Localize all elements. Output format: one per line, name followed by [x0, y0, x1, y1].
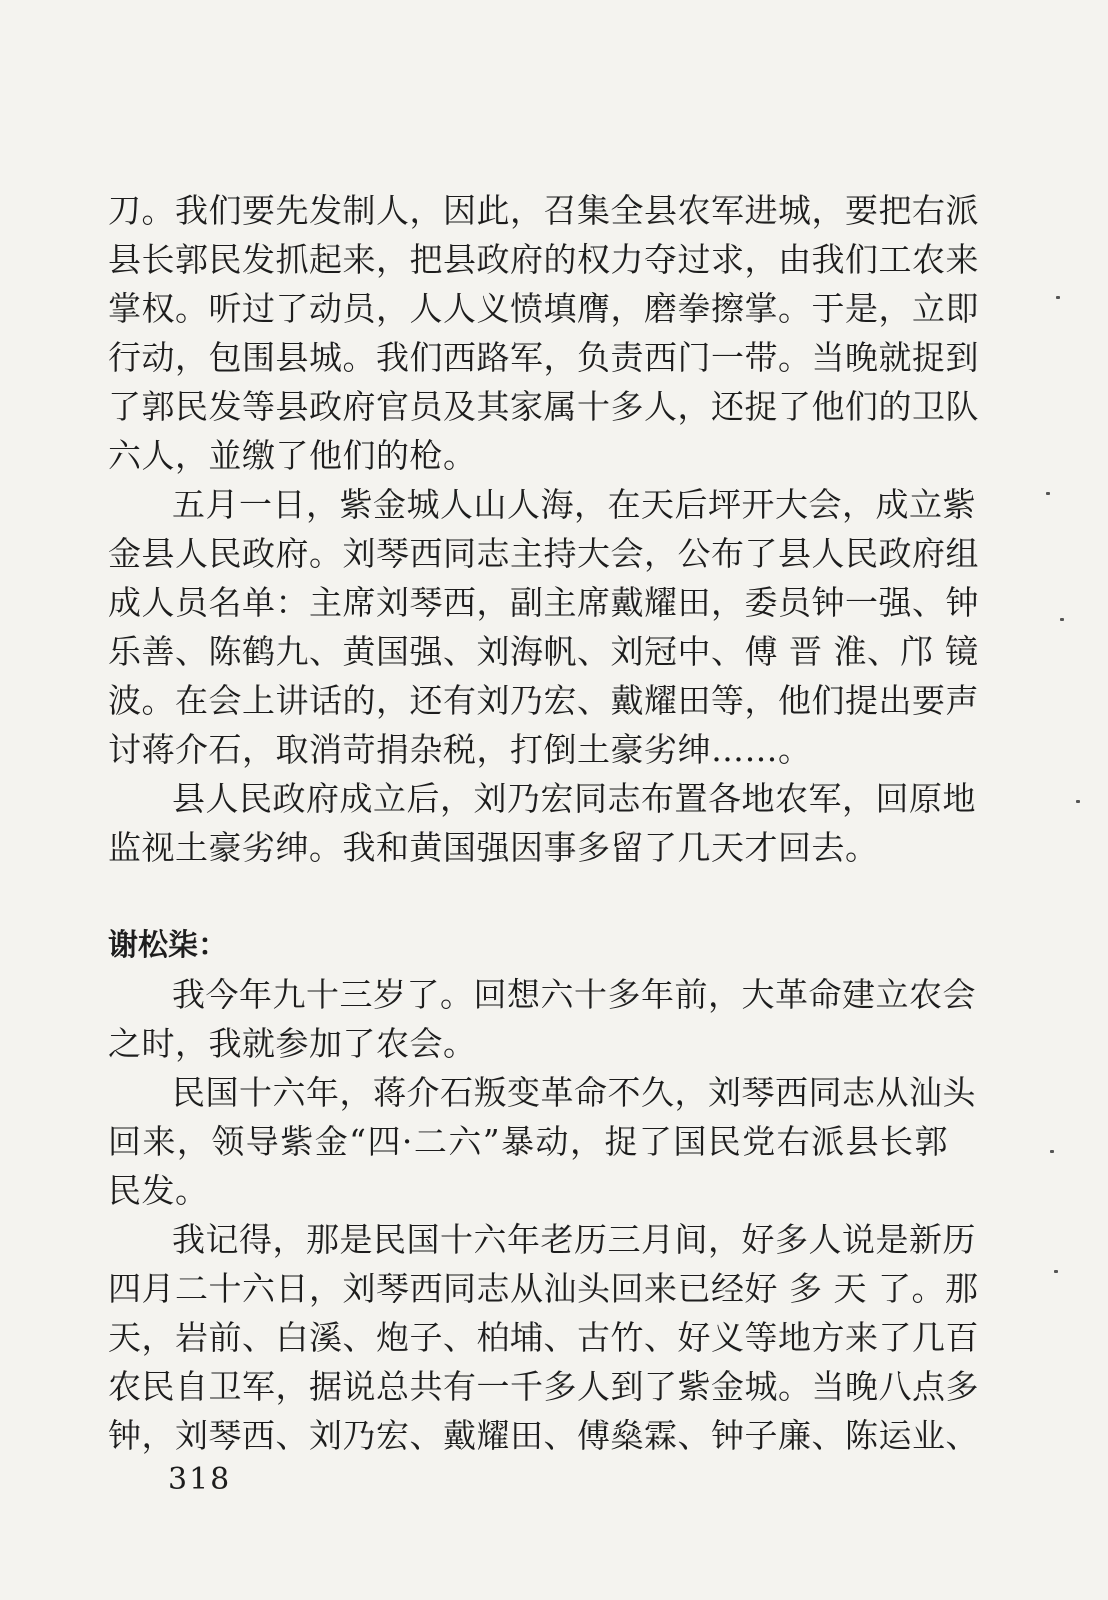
- paragraph-age: [108, 970, 976, 1068]
- text-line: 县人民政府成立后，刘乃宏同志布置各地农军，回原地: [172, 779, 976, 818]
- text-line: 钟，刘琴西、刘乃宏、戴耀田、傅燊霖、钟子廉、陈运业、: [108, 1416, 979, 1455]
- text-line: 之时，我就参加了农会。: [108, 1024, 477, 1063]
- text-line: 五月一日，紫金城人山人海，在天后坪开大会，成立紫: [172, 485, 976, 524]
- text-line: 农民自卫军，据说总共有一千多人到了紫金城。当晚八点多: [108, 1367, 979, 1406]
- paragraph-may-first: [108, 480, 979, 774]
- text-line: 波。在会上讲话的，还有刘乃宏、戴耀田等，他们提出要声: [108, 681, 979, 720]
- paragraph-continued: [108, 186, 979, 480]
- scan-speck: [1060, 618, 1064, 621]
- text-line: 乐善、陈鹤九、黄国强、刘海帆、刘冠中、傅 晋 淮、邝 镜: [108, 632, 979, 671]
- text-line: 刀。我们要先发制人，因此，召集全县农军进城，要把右派: [108, 191, 979, 230]
- page-body: [108, 186, 979, 1460]
- scan-speck: [1076, 800, 1080, 803]
- text-line: 行动，包围县城。我们西路军，负责西门一带。当晚就捉到: [108, 338, 979, 377]
- scan-speck: [1054, 1270, 1058, 1273]
- text-line: 县长郭民发抓起来，把县政府的权力夺过求，由我们工农来: [108, 240, 979, 279]
- text-line: 讨蒋介石，取消苛捐杂税，打倒土豪劣绅……。: [108, 730, 812, 769]
- text-line: 四月二十六日，刘琴西同志从汕头回来已经好 多 天 了。那: [108, 1269, 979, 1308]
- text-line: 民国十六年，蒋介石叛变革命不久，刘琴西同志从汕头: [172, 1073, 976, 1112]
- paragraph-uprising: [108, 1068, 976, 1215]
- scan-speck: [1050, 1150, 1054, 1153]
- paragraph-after-government: [108, 774, 976, 872]
- text-line: 掌权。听过了动员，人人义愤填膺，磨拳擦掌。于是，立即: [108, 289, 979, 328]
- scan-speck: [1056, 296, 1060, 299]
- scan-speck: [1046, 492, 1050, 495]
- text-line: 回来，领导紫金“四·二六”暴动，捉了国民党右派县长郭: [108, 1122, 948, 1161]
- text-line: 成人员名单：主席刘琴西，副主席戴耀田，委员钟一强、钟: [108, 583, 979, 622]
- text-line: 了郭民发等县政府官员及其家属十多人，还捉了他们的卫队: [108, 387, 979, 426]
- text-line: 金县人民政府。刘琴西同志主持大会，公布了县人民政府组: [108, 534, 979, 573]
- paragraph-memory: [108, 1215, 979, 1460]
- text-line: 六人，並缴了他们的枪。: [108, 436, 477, 475]
- text-line: 监视土豪劣绅。我和黄国强因事多留了几天才回去。: [108, 828, 879, 867]
- page-number: 318: [168, 1462, 232, 1497]
- speaker-heading: 谢松柒：: [108, 928, 228, 963]
- text-line: 民发。: [108, 1171, 209, 1210]
- text-line: 天，岩前、白溪、炮子、柏埔、古竹、好义等地方来了几百: [108, 1318, 979, 1357]
- text-line: 我今年九十三岁了。回想六十多年前，大革命建立农会: [172, 975, 976, 1014]
- text-line: 我记得，那是民国十六年老历三月间，好多人说是新历: [172, 1220, 976, 1259]
